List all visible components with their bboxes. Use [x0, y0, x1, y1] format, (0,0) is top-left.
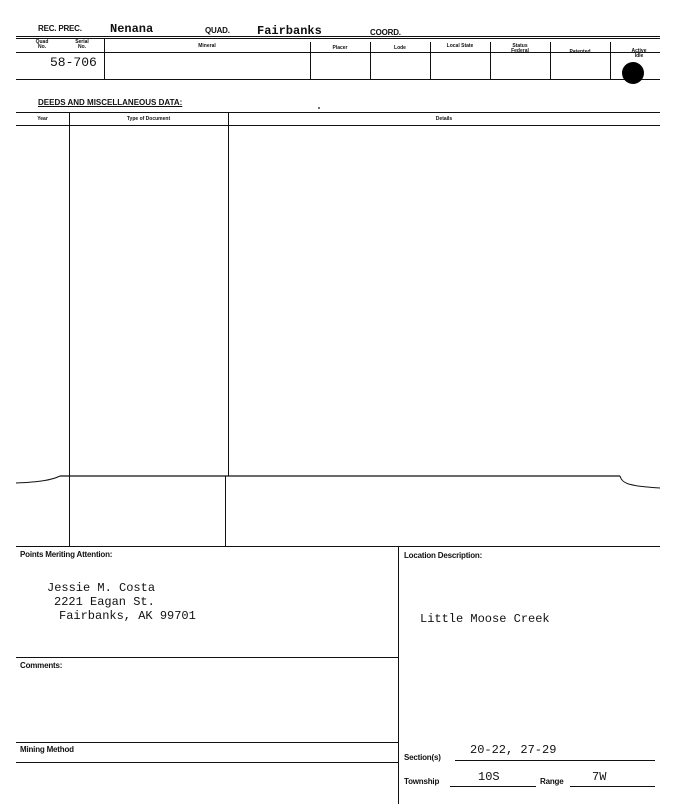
- points-line-2: 2221 Eagan St.: [54, 595, 155, 609]
- quad-label: QUAD.: [205, 26, 230, 35]
- col-active-idle: Active Idle: [631, 48, 647, 59]
- sections-label: Section(s): [404, 753, 441, 762]
- range-underline: [570, 786, 655, 787]
- points-line-3: Fairbanks, AK 99701: [59, 609, 196, 623]
- col-local-state: Local State: [446, 43, 474, 49]
- col-serial-no: Serial No.: [75, 39, 89, 50]
- claims-divider: [430, 42, 431, 79]
- page-joint-line: [0, 466, 678, 496]
- range-label: Range: [540, 777, 564, 786]
- quad-value: Fairbanks: [257, 24, 322, 38]
- col-status-federal: Status Federal: [511, 43, 529, 54]
- deeds-col-divider: [228, 112, 229, 476]
- col-patented: Patented: [569, 49, 591, 55]
- col-details: Details: [435, 116, 453, 122]
- claims-divider: [490, 42, 491, 79]
- township-underline: [450, 786, 536, 787]
- claims-divider: [610, 42, 611, 79]
- comments-label: Comments:: [20, 661, 63, 670]
- col-year: Year: [37, 116, 48, 122]
- township-value: 10S: [478, 770, 500, 784]
- col-mineral: Mineral: [198, 43, 216, 49]
- header-rule-2: [16, 38, 660, 39]
- location-label: Location Description:: [404, 551, 483, 560]
- deeds-header-rule: [16, 125, 660, 126]
- header-rule: [16, 36, 660, 37]
- mining-method-rule: [16, 742, 398, 743]
- location-value: Little Moose Creek: [420, 612, 550, 626]
- quad-serial-value: 58-706: [50, 55, 97, 70]
- deeds-top-rule: [16, 112, 660, 113]
- col-lode: Lode: [394, 45, 406, 51]
- sections-underline: [455, 760, 655, 761]
- comments-rule: [16, 657, 398, 658]
- township-label: Township: [404, 777, 440, 786]
- col-quad-no: Quad No.: [35, 39, 49, 50]
- speck: [318, 107, 320, 109]
- col-type-of-document: Type of Document: [126, 116, 171, 122]
- rec-prec-value: Nenana: [110, 22, 154, 36]
- mining-method-label: Mining Method: [20, 745, 74, 754]
- coord-label: COORD.: [370, 28, 401, 37]
- col-placer: Placer: [332, 45, 348, 51]
- rec-prec-label: REC. PREC.: [38, 24, 82, 33]
- bottom-vertical-divider: [398, 546, 399, 804]
- deeds-title: DEEDS AND MISCELLANEOUS DATA:: [38, 98, 183, 107]
- points-label: Points Meriting Attention:: [20, 550, 113, 559]
- sections-value: 20-22, 27-29: [470, 743, 557, 757]
- claims-divider: [550, 42, 551, 79]
- bottom-section-rule: [16, 546, 660, 547]
- active-idle-mark-icon: [622, 62, 644, 84]
- range-value: 7W: [592, 770, 607, 784]
- mining-method-bottom-rule: [16, 762, 398, 763]
- points-line-1: Jessie M. Costa: [47, 581, 156, 595]
- claims-bottom-rule: [16, 79, 660, 80]
